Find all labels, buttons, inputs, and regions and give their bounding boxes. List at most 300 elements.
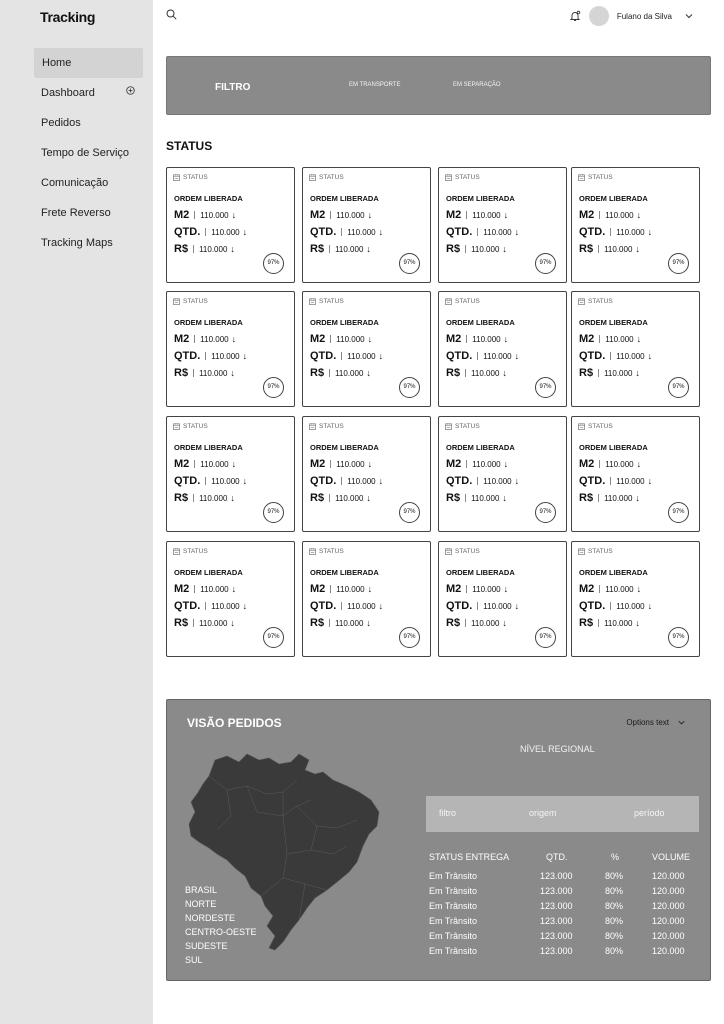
m2-value: 110.000 (336, 584, 365, 594)
percent-badge: 97% (263, 253, 284, 274)
arrow-down-icon: ↓ (647, 601, 653, 611)
qtd-label: QTD. (446, 475, 473, 487)
m2-label: M2 (579, 209, 595, 221)
card-rs-row (579, 492, 640, 504)
cell-volume: 120.000 (652, 886, 685, 896)
card-qtd-row (446, 226, 519, 238)
sidebar-item-label: Frete Reverso (41, 207, 111, 219)
cell-percent: 80% (605, 916, 624, 926)
status-card[interactable] (438, 416, 567, 532)
status-card[interactable] (302, 167, 431, 283)
arrow-down-icon: ↓ (503, 584, 509, 594)
percent-badge: 97% (535, 627, 556, 648)
card-rs-row (579, 367, 640, 379)
arrow-down-icon: ↓ (231, 584, 237, 594)
rs-label: R$ (174, 243, 189, 255)
m2-label: M2 (579, 458, 595, 470)
qtd-label: QTD. (446, 226, 473, 238)
divider (341, 602, 342, 610)
m2-label: M2 (174, 333, 190, 345)
rs-value: 110.000 (335, 618, 364, 628)
arrow-down-icon: ↓ (378, 601, 384, 611)
arrow-down-icon: ↓ (366, 493, 371, 503)
divider (194, 460, 195, 468)
plus-circle-icon[interactable] (126, 78, 135, 108)
card-m2-row (310, 583, 372, 595)
table-row[interactable] (429, 916, 697, 931)
cell-volume: 120.000 (652, 931, 685, 941)
tab-em-separacao[interactable]: EM SEPARAÇÃO (453, 82, 501, 88)
arrow-down-icon: ↓ (514, 601, 520, 611)
arrow-down-icon: ↓ (367, 210, 373, 220)
arrow-down-icon: ↓ (378, 351, 384, 361)
divider (598, 245, 599, 253)
sidebar (0, 0, 153, 1024)
region-sul[interactable]: SUL (185, 955, 203, 965)
arrow-down-icon: ↓ (635, 493, 640, 503)
rs-label: R$ (579, 243, 594, 255)
card-m2-row (174, 333, 236, 345)
cell-status: Em Trânsito (429, 946, 478, 956)
calendar-icon (309, 548, 316, 555)
divider (477, 477, 478, 485)
card-qtd-row (446, 350, 519, 362)
qtd-value: 110.000 (483, 351, 512, 361)
card-qtd-row (174, 475, 247, 487)
sidebar-item-pedidos[interactable] (34, 108, 143, 138)
calendar-icon (173, 548, 180, 555)
qtd-value: 110.000 (347, 351, 376, 361)
filter-periodo[interactable]: período (634, 808, 665, 818)
arrow-down-icon: ↓ (230, 368, 235, 378)
divider (610, 352, 611, 360)
arrow-down-icon: ↓ (635, 618, 640, 628)
divider (465, 369, 466, 377)
calendar-icon (578, 298, 585, 305)
card-header-label: STATUS (319, 174, 344, 181)
col-volume: VOLUME (652, 852, 691, 862)
qtd-value: 110.000 (616, 351, 645, 361)
card-m2-row (310, 333, 372, 345)
cell-percent: 80% (605, 901, 624, 911)
qtd-value: 110.000 (616, 601, 645, 611)
m2-value: 110.000 (472, 210, 501, 220)
filter-title: FILTRO (215, 82, 251, 93)
arrow-down-icon: ↓ (378, 476, 384, 486)
divider (599, 211, 600, 219)
divider (465, 494, 466, 502)
region-nordeste[interactable]: NORDESTE (185, 913, 236, 923)
card-m2-row (579, 583, 641, 595)
table-header-row (429, 852, 697, 871)
card-header-label: STATUS (319, 298, 344, 305)
card-header-label: STATUS (588, 423, 613, 430)
calendar-icon (578, 174, 585, 181)
card-header-label: STATUS (455, 423, 480, 430)
card-rs-row (174, 492, 235, 504)
arrow-down-icon: ↓ (502, 368, 507, 378)
card-subtitle: ORDEM LIBERADA (174, 318, 243, 327)
card-qtd-row (579, 350, 652, 362)
rs-label: R$ (310, 492, 325, 504)
region-norte[interactable]: NORTE (185, 899, 217, 909)
cell-percent: 80% (605, 871, 624, 881)
arrow-down-icon: ↓ (366, 244, 371, 254)
status-card[interactable] (571, 416, 700, 532)
status-card[interactable] (166, 291, 295, 407)
card-subtitle: ORDEM LIBERADA (446, 568, 515, 577)
cell-volume: 120.000 (652, 916, 685, 926)
divider (205, 228, 206, 236)
percent-badge: 97% (399, 627, 420, 648)
sidebar-item-label: Tempo de Serviço (41, 147, 130, 159)
chevron-down-icon (677, 718, 686, 727)
qtd-value: 110.000 (211, 476, 240, 486)
col-qtd: QTD. (546, 852, 568, 862)
rs-label: R$ (174, 492, 189, 504)
search-icon[interactable] (165, 8, 179, 22)
region-centro-oeste[interactable]: CENTRO-OESTE (185, 927, 257, 937)
sidebar-item-home[interactable] (34, 48, 143, 78)
card-subtitle: ORDEM LIBERADA (579, 568, 648, 577)
status-card[interactable] (571, 167, 700, 283)
rs-value: 110.000 (335, 244, 364, 254)
percent-badge: 97% (535, 377, 556, 398)
arrow-down-icon: ↓ (231, 334, 237, 344)
card-subtitle: ORDEM LIBERADA (310, 443, 379, 452)
card-header-label: STATUS (183, 548, 208, 555)
calendar-icon (445, 174, 452, 181)
status-card[interactable] (166, 541, 295, 657)
divider (599, 585, 600, 593)
qtd-value: 110.000 (483, 476, 512, 486)
cell-qtd: 123.000 (540, 946, 573, 956)
status-card[interactable] (302, 416, 431, 532)
m2-label: M2 (310, 333, 326, 345)
card-header-label: STATUS (319, 423, 344, 430)
table-row[interactable] (429, 886, 697, 901)
divider (330, 211, 331, 219)
card-qtd-row (174, 226, 247, 238)
m2-value: 110.000 (200, 210, 229, 220)
rs-value: 110.000 (335, 368, 364, 378)
card-subtitle: ORDEM LIBERADA (310, 194, 379, 203)
card-subtitle: ORDEM LIBERADA (174, 443, 243, 452)
status-card[interactable] (166, 167, 295, 283)
rs-label: R$ (310, 617, 325, 629)
m2-label: M2 (174, 458, 190, 470)
cell-status: Em Trânsito (429, 901, 478, 911)
calendar-icon (578, 548, 585, 555)
arrow-down-icon: ↓ (514, 476, 520, 486)
card-m2-row (446, 333, 508, 345)
rs-label: R$ (579, 367, 594, 379)
arrow-down-icon: ↓ (230, 244, 235, 254)
divider (205, 352, 206, 360)
status-section-title: STATUS (166, 139, 213, 153)
divider (205, 602, 206, 610)
card-header (309, 174, 344, 181)
calendar-icon (309, 423, 316, 430)
sidebar-item-label: Comunicação (41, 177, 109, 189)
card-header (578, 548, 613, 555)
arrow-down-icon: ↓ (367, 334, 373, 344)
orders-panel (166, 699, 711, 981)
card-subtitle: ORDEM LIBERADA (579, 194, 648, 203)
cell-qtd: 123.000 (540, 886, 573, 896)
divider (193, 494, 194, 502)
m2-label: M2 (310, 583, 326, 595)
card-header (173, 174, 208, 181)
cell-percent: 80% (605, 946, 624, 956)
sidebar-item-comunicacao[interactable] (34, 168, 143, 198)
divider (466, 335, 467, 343)
card-qtd-row (446, 475, 519, 487)
arrow-down-icon: ↓ (647, 351, 653, 361)
rs-value: 110.000 (471, 244, 500, 254)
status-card[interactable] (571, 291, 700, 407)
status-card[interactable] (438, 167, 567, 283)
divider (194, 211, 195, 219)
status-card[interactable] (571, 541, 700, 657)
card-header (309, 298, 344, 305)
rs-value: 110.000 (471, 368, 500, 378)
divider (477, 602, 478, 610)
percent-badge: 97% (263, 627, 284, 648)
card-subtitle: ORDEM LIBERADA (446, 318, 515, 327)
divider (610, 228, 611, 236)
qtd-label: QTD. (310, 350, 337, 362)
arrow-down-icon: ↓ (502, 618, 507, 628)
rs-value: 110.000 (604, 493, 633, 503)
divider (205, 477, 206, 485)
card-header-label: STATUS (588, 298, 613, 305)
m2-value: 110.000 (472, 334, 501, 344)
region-sudeste[interactable]: SUDESTE (185, 941, 228, 951)
percent-badge: 97% (399, 253, 420, 274)
card-qtd-row (310, 475, 383, 487)
arrow-down-icon: ↓ (647, 227, 653, 237)
card-rs-row (446, 492, 507, 504)
percent-badge: 97% (668, 377, 689, 398)
qtd-label: QTD. (310, 226, 337, 238)
arrow-down-icon: ↓ (636, 210, 642, 220)
status-card[interactable] (438, 291, 567, 407)
rs-value: 110.000 (471, 493, 500, 503)
card-subtitle: ORDEM LIBERADA (174, 568, 243, 577)
qtd-label: QTD. (579, 600, 606, 612)
card-qtd-row (579, 600, 652, 612)
m2-label: M2 (446, 458, 462, 470)
rs-label: R$ (446, 243, 461, 255)
arrow-down-icon: ↓ (502, 244, 507, 254)
rs-value: 110.000 (471, 618, 500, 628)
orders-filter-row (426, 796, 699, 832)
m2-label: M2 (446, 583, 462, 595)
orders-title: VISÃO PEDIDOS (187, 716, 282, 730)
rs-label: R$ (174, 617, 189, 629)
m2-label: M2 (310, 458, 326, 470)
card-header (173, 423, 208, 430)
status-card[interactable] (302, 541, 431, 657)
qtd-value: 110.000 (347, 601, 376, 611)
rs-label: R$ (310, 243, 325, 255)
filter-origem[interactable]: origem (529, 808, 557, 818)
percent-badge: 97% (263, 377, 284, 398)
top-bar (153, 0, 724, 32)
status-card[interactable] (166, 416, 295, 532)
sidebar-item-tempo-servico[interactable] (34, 138, 143, 168)
m2-value: 110.000 (336, 210, 365, 220)
qtd-value: 110.000 (483, 601, 512, 611)
arrow-down-icon: ↓ (366, 368, 371, 378)
qtd-value: 110.000 (616, 476, 645, 486)
divider (193, 245, 194, 253)
calendar-icon (445, 298, 452, 305)
arrow-down-icon: ↓ (367, 584, 373, 594)
arrow-down-icon: ↓ (231, 459, 237, 469)
cell-percent: 80% (605, 886, 624, 896)
table-row[interactable] (429, 946, 697, 961)
avatar[interactable] (589, 6, 609, 26)
qtd-label: QTD. (310, 600, 337, 612)
m2-value: 110.000 (200, 584, 229, 594)
table-row[interactable] (429, 871, 697, 886)
card-m2-row (446, 583, 508, 595)
card-header (445, 423, 480, 430)
divider (610, 477, 611, 485)
m2-value: 110.000 (200, 334, 229, 344)
sidebar-item-dashboard[interactable] (34, 78, 143, 108)
region-brasil[interactable]: BRASIL (185, 885, 218, 895)
divider (598, 619, 599, 627)
m2-value: 110.000 (336, 334, 365, 344)
rs-value: 110.000 (199, 368, 228, 378)
sidebar-item-frete-reverso[interactable] (34, 198, 143, 228)
card-subtitle: ORDEM LIBERADA (579, 443, 648, 452)
sidebar-item-label: Pedidos (41, 117, 81, 129)
rs-label: R$ (310, 367, 325, 379)
cell-status: Em Trânsito (429, 886, 478, 896)
arrow-down-icon: ↓ (378, 227, 384, 237)
qtd-value: 110.000 (347, 227, 376, 237)
sidebar-item-tracking-maps[interactable] (34, 228, 143, 258)
chevron-down-icon[interactable] (684, 11, 694, 21)
qtd-value: 110.000 (483, 227, 512, 237)
status-card[interactable] (302, 291, 431, 407)
qtd-value: 110.000 (211, 601, 240, 611)
card-header (578, 298, 613, 305)
calendar-icon (173, 174, 180, 181)
m2-value: 110.000 (200, 459, 229, 469)
divider (466, 585, 467, 593)
card-header (578, 174, 613, 181)
cell-percent: 80% (605, 931, 624, 941)
tab-em-transporte[interactable]: EM TRANSPORTE (349, 82, 401, 88)
card-subtitle: ORDEM LIBERADA (446, 443, 515, 452)
arrow-down-icon: ↓ (636, 334, 642, 344)
card-m2-row (579, 458, 641, 470)
options-dropdown[interactable] (626, 718, 686, 727)
card-subtitle: ORDEM LIBERADA (310, 318, 379, 327)
card-header (445, 298, 480, 305)
divider (193, 369, 194, 377)
region-list (185, 883, 257, 967)
cell-qtd: 123.000 (540, 901, 573, 911)
qtd-label: QTD. (310, 475, 337, 487)
divider (341, 477, 342, 485)
sidebar-item-label: Dashboard (41, 87, 95, 99)
cell-status: Em Trânsito (429, 871, 478, 881)
card-header-label: STATUS (455, 548, 480, 555)
table-row[interactable] (429, 931, 697, 946)
m2-value: 110.000 (605, 459, 634, 469)
rs-value: 110.000 (604, 618, 633, 628)
filter-bar (166, 56, 711, 115)
percent-badge: 97% (263, 502, 284, 523)
calendar-icon (445, 423, 452, 430)
card-rs-row (579, 617, 640, 629)
card-subtitle: ORDEM LIBERADA (446, 194, 515, 203)
card-subtitle: ORDEM LIBERADA (310, 568, 379, 577)
percent-badge: 97% (668, 253, 689, 274)
percent-badge: 97% (535, 253, 556, 274)
percent-badge: 97% (399, 502, 420, 523)
arrow-down-icon: ↓ (242, 351, 248, 361)
card-header (445, 548, 480, 555)
rs-label: R$ (579, 617, 594, 629)
calendar-icon (309, 174, 316, 181)
calendar-icon (173, 423, 180, 430)
percent-badge: 97% (668, 502, 689, 523)
arrow-down-icon: ↓ (230, 618, 235, 628)
card-qtd-row (446, 600, 519, 612)
rs-value: 110.000 (199, 618, 228, 628)
divider (466, 460, 467, 468)
table-row[interactable] (429, 901, 697, 916)
status-card[interactable] (438, 541, 567, 657)
arrow-down-icon: ↓ (366, 618, 371, 628)
sidebar-nav (34, 48, 143, 258)
card-header-label: STATUS (588, 174, 613, 181)
calendar-icon (578, 423, 585, 430)
arrow-down-icon: ↓ (230, 493, 235, 503)
divider (341, 228, 342, 236)
card-m2-row (446, 209, 508, 221)
m2-value: 110.000 (472, 459, 501, 469)
qtd-label: QTD. (174, 226, 201, 238)
card-header (173, 298, 208, 305)
divider (599, 335, 600, 343)
m2-value: 110.000 (605, 334, 634, 344)
user-menu[interactable] (569, 5, 694, 27)
divider (330, 335, 331, 343)
card-rs-row (174, 617, 235, 629)
arrow-down-icon: ↓ (503, 459, 509, 469)
percent-badge: 97% (535, 502, 556, 523)
filter-filtro[interactable]: filtro (439, 808, 457, 818)
arrow-down-icon: ↓ (242, 476, 248, 486)
arrow-down-icon: ↓ (635, 368, 640, 378)
card-header (445, 174, 480, 181)
bell-icon[interactable] (569, 10, 581, 22)
card-m2-row (310, 458, 372, 470)
card-rs-row (174, 243, 235, 255)
arrow-down-icon: ↓ (636, 584, 642, 594)
rs-label: R$ (579, 492, 594, 504)
divider (330, 585, 331, 593)
user-name: Fulano da Silva (616, 11, 672, 21)
